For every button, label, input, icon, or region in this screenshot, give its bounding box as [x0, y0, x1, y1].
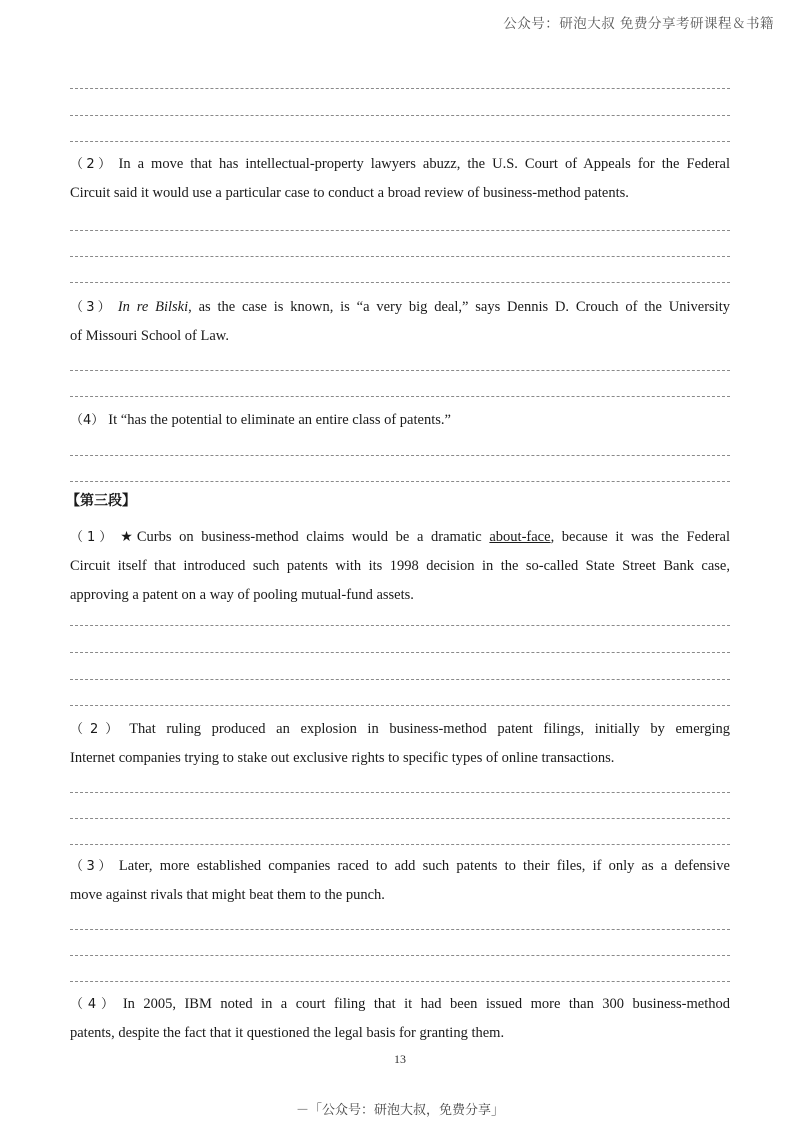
paragraph-line: , because it was the Federal: [550, 529, 730, 545]
writing-line: [70, 929, 730, 930]
paragraph-line: Later, more established companies raced to add such patents to their files, if only as a defensive: [118, 858, 730, 874]
paragraph-line: patents, despite the fact that it questioned the legal basis for granting them.: [70, 1025, 505, 1041]
paragraph-number: （2）: [70, 722, 126, 737]
header-watermark: 公众号：研泡大叔 免费分享考研课程＆书籍: [503, 16, 774, 32]
writing-line: [70, 282, 730, 283]
paragraph-3-2: [70, 715, 730, 773]
paragraph-2-2: [70, 293, 730, 351]
writing-line: [70, 792, 730, 793]
writing-line: [70, 955, 730, 956]
paragraph-line: Circuit said it would use a particular case to conduct a broad review of business-method patents.: [70, 185, 629, 201]
paragraph-2-3: [70, 406, 730, 435]
writing-line: [70, 230, 730, 231]
writing-line: [70, 256, 730, 257]
star-icon: ★: [120, 529, 137, 545]
writing-line: [70, 141, 730, 142]
paragraph-number: （4）: [70, 997, 119, 1012]
footer-watermark: －「公众号：研泡大叔，免费分享」: [295, 1103, 504, 1118]
paragraph-line: Circuit itself that introduced such patents with its 1998 decision in the so-called State Street Bank case,: [70, 558, 730, 574]
writing-line: [70, 396, 730, 397]
paragraph-line: Internet companies trying to stake out exclusive rights to specific types of online transactions.: [70, 750, 615, 766]
writing-line: [70, 652, 730, 653]
paragraph-3-4: [70, 990, 730, 1048]
paragraph-line: , as the case is known, is “a very big deal,” says Dennis D. Crouch of the University: [188, 299, 730, 315]
writing-line: [70, 981, 730, 982]
paragraph-line: move against rivals that might beat them to the punch.: [70, 887, 385, 903]
paragraph-line: of Missouri School of Law.: [70, 328, 229, 344]
paragraph-line: In 2005, IBM noted in a court filing that it had been issued more than 300 business-method: [122, 996, 730, 1012]
paragraph-line: In a move that has intellectual-property lawyers abuzz, the U.S. Court of Appeals for the Federal: [118, 156, 730, 172]
writing-line: [70, 679, 730, 680]
writing-line: [70, 455, 730, 456]
paragraph-line: It “has the potential to eliminate an entire class of patents.”: [108, 412, 451, 428]
paragraph-line: approving a patent on a way of pooling mutual-fund assets.: [70, 587, 414, 603]
page-number: 13: [394, 1052, 406, 1066]
paragraph-number: （1）: [70, 530, 117, 545]
writing-line: [70, 481, 730, 482]
writing-line: [70, 88, 730, 89]
paragraph-line: That ruling produced an explosion in business-method patent filings, initially by emerging: [129, 721, 730, 737]
section-heading: 【第三段】: [66, 493, 136, 509]
writing-line: [70, 370, 730, 371]
paragraph-number: （3）: [70, 300, 114, 315]
underlined-phrase: about-face: [489, 529, 551, 545]
paragraph-line: Curbs on business-method claims would be a dramatic: [136, 529, 490, 545]
paragraph-number: （4）: [70, 413, 105, 428]
writing-line: [70, 705, 730, 706]
paragraph-3-1: [70, 523, 730, 610]
paragraph-2-1: [70, 150, 730, 208]
paragraph-number: （3）: [70, 859, 115, 874]
writing-line: [70, 844, 730, 845]
writing-line: [70, 818, 730, 819]
paragraph-3-3: [70, 852, 730, 910]
paragraph-number: （2）: [70, 157, 115, 172]
case-name-italic: In re Bilski: [117, 299, 189, 315]
writing-line: [70, 625, 730, 626]
writing-line: [70, 115, 730, 116]
